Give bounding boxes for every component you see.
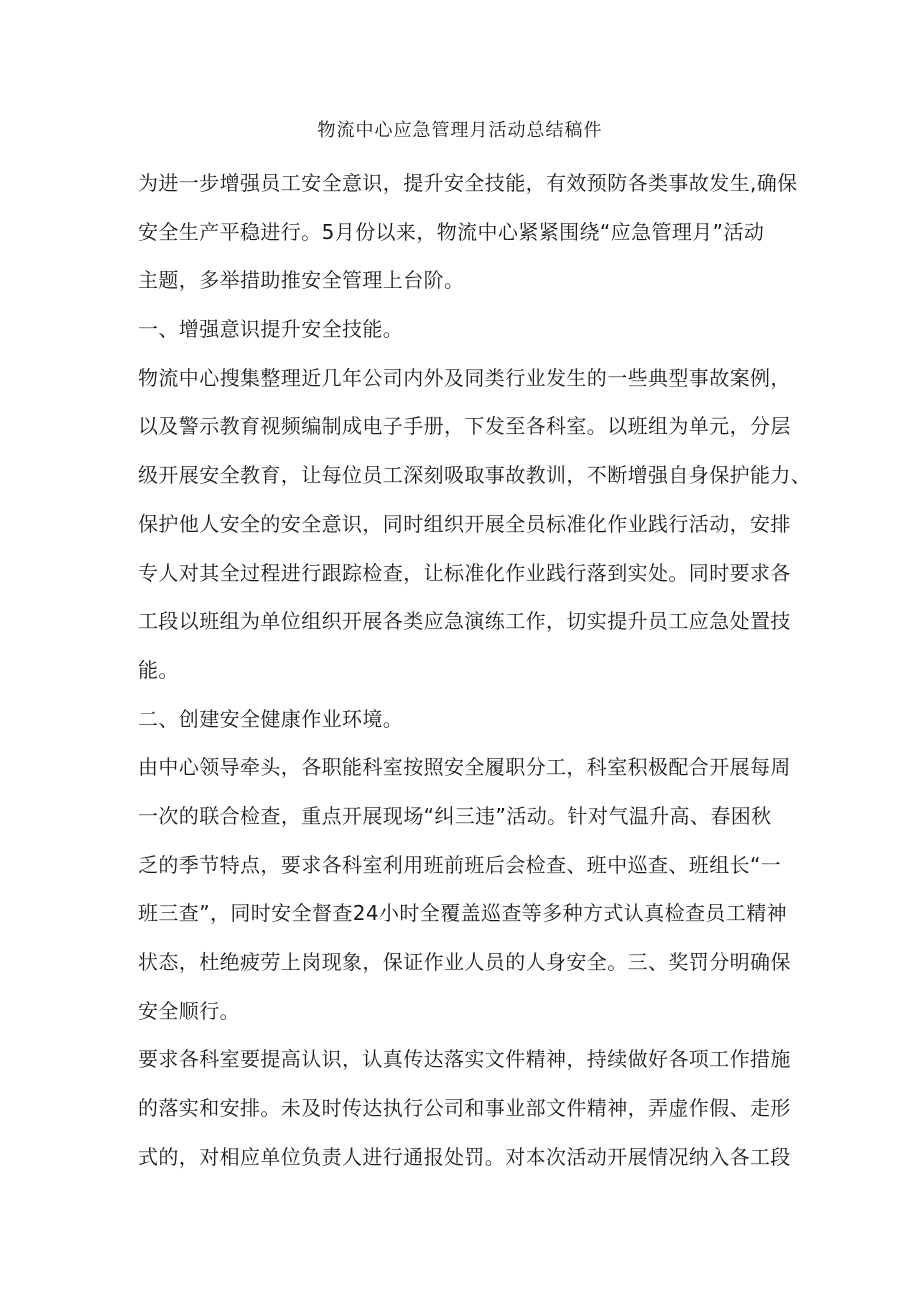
body-line: 乏的季节特点，要求各科室利用班前班后会检查、班中巡查、班组长“一: [138, 852, 782, 877]
body-line: 工段以班组为单位组织开展各类应急演练工作，切实提升员工应急处置技: [138, 609, 791, 634]
body-line: 级开展安全教育，让每位员工深刻吸取事故教训，不断增强自身保护能力、: [138, 463, 812, 488]
body-line: 以及警示教育视频编制成电子手册，下发至各科室。以班组为单元，分层: [138, 414, 791, 439]
body-line: 状态，杜绝疲劳上岗现象，保证作业人员的人身安全。三、奖罚分明确保: [138, 950, 791, 974]
body-line: 班三查”，同时安全督查24小时全覆盖巡查等多种方式认真检查员工精神: [138, 901, 788, 926]
document-title: 物流中心应急管理月活动总结稿件: [317, 120, 603, 141]
body-line: 安全生产平稳进行。5月份以来，物流中心紧紧围绕“应急管理月”活动: [138, 219, 765, 244]
body-line: 由中心领导牵头，各职能科室按照安全履职分工，科室积极配合开展每周: [138, 755, 791, 780]
body-line: 为进一步增强员工安全意识，提升安全技能，有效预防各类事故发生,确保: [138, 171, 798, 195]
section-heading: 一、增强意识提升安全技能。: [138, 317, 404, 342]
body-line: 物流中心搜集整理近几年公司内外及同类行业发生的一些典型事故案例，: [138, 365, 791, 390]
body-line: 式的，对相应单位负责人进行通报处罚。对本次活动开展情况纳入各工段: [138, 1144, 791, 1169]
section-heading: 二、创建安全健康作业环境。: [138, 706, 404, 731]
body-line: 保护他人安全的安全意识，同时组织开展全员标准化作业践行活动，安排: [138, 511, 791, 536]
body-line: 主题，多举措助推安全管理上台阶。: [138, 268, 465, 293]
body-line: 要求各科室要提高认识，认真传达落实文件精神，持续做好各项工作措施: [138, 1047, 791, 1072]
body-line: 能。: [138, 657, 179, 682]
body-line: 专人对其全过程进行跟踪检查，让标准化作业践行落到实处。同时要求各: [138, 560, 791, 585]
body-line: 的落实和安排。未及时传达执行公司和事业部文件精神，弄虚作假、走形: [138, 1096, 791, 1121]
document-body: [138, 163, 812, 1185]
body-line: 一次的联合检查，重点开展现场“纠三违”活动。针对气温升高、春困秋: [138, 803, 772, 828]
body-line: 安全顺行。: [138, 998, 240, 1023]
